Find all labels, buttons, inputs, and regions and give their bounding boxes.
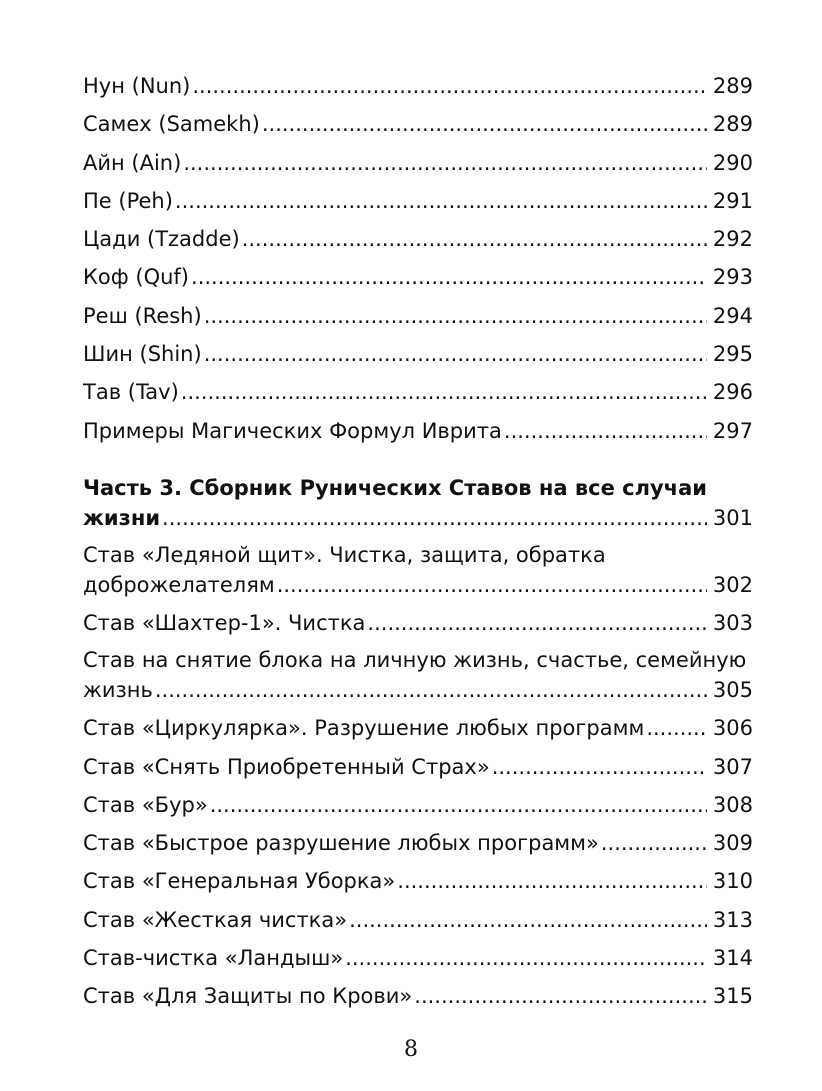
- toc-entry-title: Став «Генеральная Уборка»: [83, 869, 396, 894]
- toc-entry-hard-cleaning: [83, 901, 753, 939]
- toc-entry-ain: [83, 144, 753, 182]
- toc-entry-blood-protection: [83, 977, 753, 1015]
- toc-entry-page: 313: [712, 907, 753, 932]
- dot-leader: [192, 67, 707, 105]
- dot-leader: [349, 901, 707, 939]
- toc-entry-title: Став «Снять Приобретенный Страх»: [83, 754, 490, 779]
- toc-entry-page: 306: [712, 716, 753, 741]
- dot-leader: [204, 297, 707, 335]
- dot-leader: [504, 412, 707, 450]
- dot-leader: [191, 258, 707, 296]
- toc-entry-page: 308: [712, 792, 753, 817]
- toc-entry-page: 290: [712, 150, 753, 175]
- dot-leader: [277, 570, 707, 600]
- dot-leader: [162, 503, 707, 533]
- toc-entry-title: Коф (Quf): [83, 265, 190, 290]
- dot-leader: [601, 824, 707, 862]
- toc-entry-page: 294: [712, 303, 753, 328]
- toc-entry-shakhter: [83, 604, 753, 642]
- toc-entry-quf: [83, 258, 753, 296]
- dot-leader: [262, 105, 707, 143]
- toc-entry-page: 289: [712, 112, 753, 137]
- toc-entry-row: [83, 675, 753, 705]
- toc-entry-title: Став «Циркулярка». Разрушение любых программ: [83, 716, 645, 741]
- dot-leader: [175, 182, 707, 220]
- toc-entry-page: 293: [712, 265, 753, 290]
- toc-entry-title: Цади (Tzadde): [83, 227, 240, 252]
- dot-leader: [492, 748, 707, 786]
- toc-entry-title: Став «Бур»: [83, 792, 208, 817]
- toc-entry-bur: [83, 786, 753, 824]
- toc-entry-page: 301: [712, 505, 753, 530]
- toc-entry-tsirkulyarka: [83, 709, 753, 747]
- dot-leader: [155, 675, 707, 705]
- dot-leader: [210, 786, 707, 824]
- toc-entry-block-removal: [83, 642, 753, 709]
- toc-entry-title: Став «Шахтер-1». Чистка: [83, 610, 366, 635]
- toc-section-heading: [83, 470, 753, 537]
- dot-leader: [181, 373, 707, 411]
- toc-entry-title-line1: Став на снятие блока на личную жизнь, счастье, семейную: [83, 648, 747, 673]
- toc-entry-tzadde: [83, 220, 753, 258]
- toc-entry-samekh: [83, 105, 753, 143]
- toc-entry-title: Став «Жесткая чистка»: [83, 907, 348, 932]
- toc-entry-shin: [83, 335, 753, 373]
- dot-leader: [414, 977, 707, 1015]
- toc-entry-page: 302: [712, 572, 753, 597]
- toc-entry-nun: [83, 67, 753, 105]
- toc-entry-page: 295: [712, 342, 753, 367]
- toc-entry-title: Примеры Магических Формул Иврита: [83, 418, 502, 443]
- toc-entry-formulas: [83, 412, 753, 450]
- dot-leader: [397, 862, 707, 900]
- toc-entry-page: 296: [712, 380, 753, 405]
- dot-leader: [367, 604, 706, 642]
- toc-entry-peh: [83, 182, 753, 220]
- toc-entry-landysh: [83, 939, 753, 977]
- toc-entry-page: 305: [712, 678, 753, 703]
- toc-entry-page: 307: [712, 754, 753, 779]
- dot-leader: [345, 939, 707, 977]
- toc-entry-page: 309: [712, 831, 753, 856]
- toc-entry-general-cleaning: [83, 862, 753, 900]
- toc-entry-page: 303: [712, 610, 753, 635]
- toc-entry-fast-destruction: [83, 824, 753, 862]
- toc-entry-title: Став «Быстрое разрушение любых программ»: [83, 831, 599, 856]
- toc-entry-title: Самех (Samekh): [83, 112, 260, 137]
- toc-entry-title: Став-чистка «Ландыш»: [83, 946, 344, 971]
- toc-entry-page: 289: [712, 74, 753, 98]
- toc-entry-page: 297: [712, 418, 753, 443]
- toc-entry-title-line2: доброжелателям: [83, 572, 275, 597]
- section-title-line1: Часть 3. Сборник Рунических Ставов на все случаи: [83, 475, 707, 500]
- toc-entry-tav: [83, 373, 753, 411]
- dot-leader: [242, 220, 707, 258]
- dot-leader: [204, 335, 707, 373]
- toc-entry-page: 310: [712, 869, 753, 894]
- toc-entry-title-line1: Став «Ледяной щит». Чистка, защита, обратка: [83, 542, 606, 567]
- toc-entry-row: [83, 570, 753, 600]
- toc-entry-title: Нун (Nun): [83, 74, 191, 98]
- section-title-line2: жизни: [83, 505, 161, 530]
- toc-entry-page: 314: [712, 946, 753, 971]
- toc-entry-page: 292: [712, 227, 753, 252]
- toc-entry-title-line2: жизнь: [83, 678, 153, 703]
- toc-entry-title: Пе (Peh): [83, 188, 173, 213]
- toc-entry-ice-shield: [83, 537, 753, 604]
- toc-entry-title: Шин (Shin): [83, 342, 202, 367]
- section-title-line2-row: [83, 503, 753, 533]
- page-number: 8: [404, 1037, 418, 1062]
- toc-entry-page: 315: [712, 984, 753, 1009]
- toc-entry-title: Став «Для Защиты по Крови»: [83, 984, 413, 1009]
- dot-leader: [646, 709, 707, 747]
- dot-leader: [183, 144, 707, 182]
- table-of-contents: [83, 67, 753, 1016]
- toc-entry-page: 291: [712, 188, 753, 213]
- toc-entry-title: Реш (Resh): [83, 303, 202, 328]
- toc-entry-title: Айн (Ain): [83, 150, 182, 175]
- toc-entry-title: Тав (Tav): [83, 380, 179, 405]
- toc-entry-resh: [83, 297, 753, 335]
- toc-entry-fear: [83, 748, 753, 786]
